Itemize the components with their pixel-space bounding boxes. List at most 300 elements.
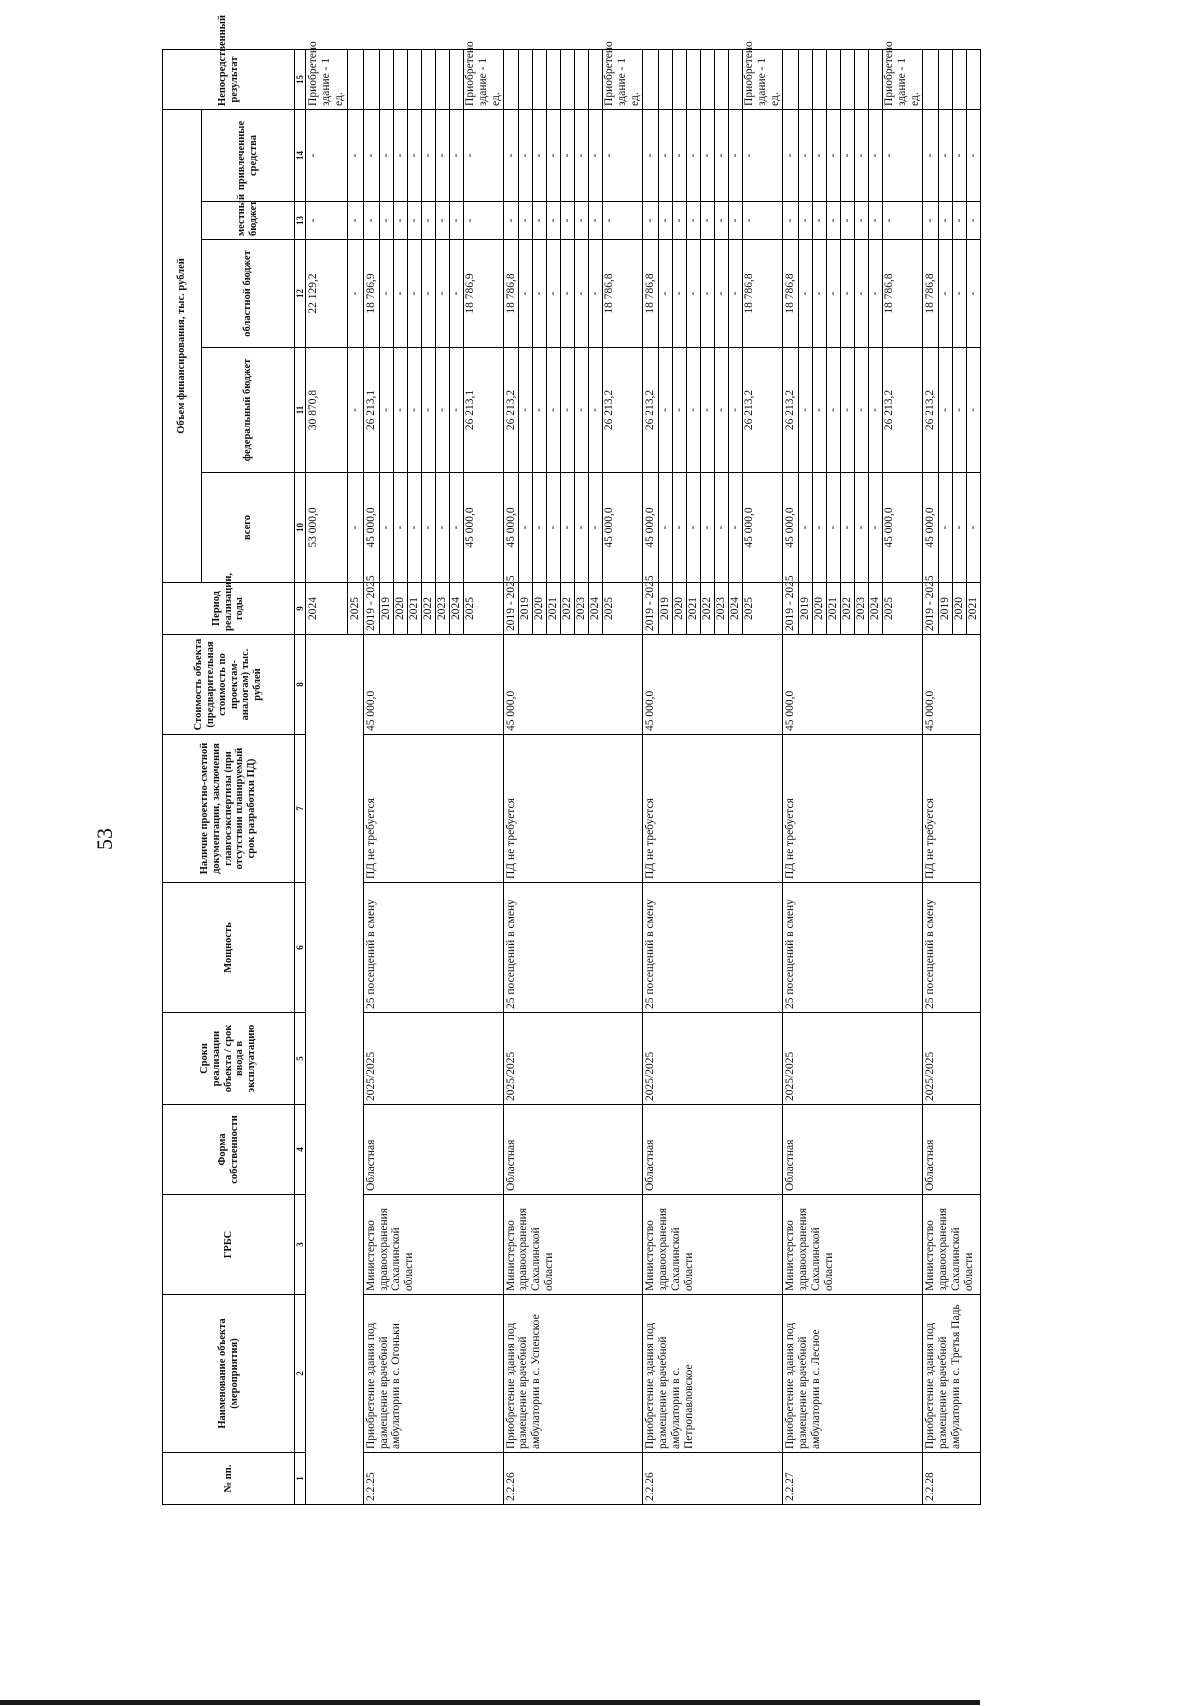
attracted-cell: - [939,109,953,201]
period-cell: 2019 - 2025 [923,583,939,635]
total-cell: - [347,473,363,583]
period-cell: 2025 [463,583,503,635]
federal-cell: - [687,348,701,473]
regional-cell: - [939,240,953,348]
result-cell [519,49,533,109]
header-cost: Стоимость объекта (предварительная стоимость по проектам-аналогам) тыс. рублей [163,635,295,735]
attracted-cell: - [503,109,519,201]
result-cell [347,49,363,109]
period-cell: 2024 [869,583,883,635]
header-finance-group: Объем финансирования, тыс. рублей [163,109,202,582]
local-cell: - [449,202,463,240]
regional-cell: 18 786,8 [883,240,923,348]
regional-cell: 18 786,8 [743,240,783,348]
object-name: Приобретение здания под размещение врачебной амбулатории в с. Огоньки [363,1295,503,1453]
regional-cell: - [519,240,533,348]
header-ownership: Форма собственности [163,1105,295,1195]
result-cell [687,49,701,109]
local-cell: - [827,202,841,240]
period-cell: 2020 [533,583,547,635]
object-ownership: Областная [503,1105,643,1195]
period-cell: 2021 [687,583,701,635]
result-cell: Приобретено здание - 1 ед. [743,49,783,109]
total-cell: 45 000,0 [643,473,659,583]
col-number: 10 [295,473,306,583]
result-cell [547,49,561,109]
total-cell: 53 000,0 [306,473,348,583]
period-cell: 2021 [827,583,841,635]
header-period: Период реализации, годы [163,583,295,635]
object-cost: 45 000,0 [923,635,981,735]
federal-cell: - [827,348,841,473]
object-number: 2.2.26 [503,1453,643,1505]
local-cell: - [923,202,939,240]
attracted-cell: - [533,109,547,201]
object-cost: 45 000,0 [503,635,643,735]
col-number: 1 [295,1453,306,1505]
federal-cell: - [533,348,547,473]
result-cell [589,49,603,109]
result-cell [503,49,519,109]
federal-cell: 26 213,2 [783,348,799,473]
header-total: всего [202,473,295,583]
result-cell [393,49,407,109]
local-cell: - [503,202,519,240]
total-cell: - [421,473,435,583]
object-ownership: Областная [363,1105,503,1195]
regional-cell: - [533,240,547,348]
federal-cell: - [967,348,981,473]
federal-cell: - [393,348,407,473]
col-number: 8 [295,635,306,735]
attracted-cell: - [883,109,923,201]
period-cell: 2019 - 2025 [783,583,799,635]
result-cell [827,49,841,109]
attracted-cell: - [799,109,813,201]
attracted-cell: - [519,109,533,201]
federal-cell: - [953,348,967,473]
object-number: 2.2.27 [783,1453,923,1505]
regional-cell: 22 129,2 [306,240,348,348]
column-number-row [295,49,306,1504]
attracted-cell: - [869,109,883,201]
attracted-cell: - [363,109,379,201]
period-cell: 2021 [407,583,421,635]
period-cell: 2025 [347,583,363,635]
result-cell [379,49,393,109]
attracted-cell: - [673,109,687,201]
federal-cell: - [799,348,813,473]
federal-cell: - [449,348,463,473]
table-body [306,41,981,1504]
header-name: Наименование объекта (мероприятия) [163,1295,295,1453]
object-ownership: Областная [643,1105,783,1195]
regional-cell: - [589,240,603,348]
object-psd: ПД не требуется [923,735,981,883]
result-cell [841,49,855,109]
period-cell: 2022 [561,583,575,635]
local-cell: - [813,202,827,240]
local-cell: - [883,202,923,240]
header-terms: Сроки реализации объекта / срок ввода в эксплуатацию [163,1013,295,1105]
result-cell [799,49,813,109]
local-cell: - [939,202,953,240]
local-cell: - [393,202,407,240]
object-grbs: Министерство здравоохранения Сахалинской области [643,1195,783,1295]
regional-cell: - [421,240,435,348]
result-cell [643,49,659,109]
financing-table [162,14,981,1505]
object-capacity: 25 посещений в смену [923,883,981,1013]
attracted-cell: - [729,109,743,201]
object-grbs: Министерство здравоохранения Сахалинской области [503,1195,643,1295]
federal-cell: - [407,348,421,473]
federal-cell: - [939,348,953,473]
regional-cell: 18 786,9 [463,240,503,348]
period-cell: 2023 [855,583,869,635]
federal-cell: - [701,348,715,473]
federal-cell: - [715,348,729,473]
header-local: местный бюджет [202,202,295,240]
regional-cell: - [435,240,449,348]
period-cell: 2024 [306,583,348,635]
local-cell: - [967,202,981,240]
period-cell: 2020 [673,583,687,635]
attracted-cell: - [561,109,575,201]
regional-cell: - [869,240,883,348]
col-number: 11 [295,348,306,473]
object-number: 2.2.28 [923,1453,981,1505]
result-cell [869,49,883,109]
period-cell: 2019 [379,583,393,635]
col-number: 4 [295,1105,306,1195]
period-cell: 2019 [799,583,813,635]
local-cell: - [561,202,575,240]
period-cell: 2023 [715,583,729,635]
period-cell: 2019 - 2025 [363,583,379,635]
federal-cell: - [841,348,855,473]
object-psd: ПД не требуется [643,735,783,883]
total-cell: - [813,473,827,583]
total-cell: - [939,473,953,583]
federal-cell: - [575,348,589,473]
local-cell: - [659,202,673,240]
total-cell: - [449,473,463,583]
regional-cell: 18 786,9 [363,240,379,348]
attracted-cell: - [449,109,463,201]
local-cell: - [687,202,701,240]
federal-cell: - [421,348,435,473]
col-number: 13 [295,202,306,240]
federal-cell: 26 213,2 [923,348,939,473]
period-cell: 2024 [449,583,463,635]
col-number: 2 [295,1295,306,1453]
local-cell: - [743,202,783,240]
period-cell: 2025 [603,583,643,635]
total-cell: - [561,473,575,583]
attracted-cell: - [589,109,603,201]
attracted-cell: - [855,109,869,201]
result-cell [855,49,869,109]
local-cell: - [643,202,659,240]
table-row [363,49,379,1504]
federal-cell: - [379,348,393,473]
header-psd: Наличие проектно-сметной документации, заключения главгосэкспертизы (при отсутствии планируемый срок разработки ПД) [163,735,295,883]
table-row [306,49,348,1504]
col-number: 5 [295,1013,306,1105]
local-cell: - [783,202,799,240]
attracted-cell: - [435,109,449,201]
local-cell: - [463,202,503,240]
regional-cell: - [659,240,673,348]
local-cell: - [379,202,393,240]
attracted-cell: - [813,109,827,201]
federal-cell: - [869,348,883,473]
object-cost: 45 000,0 [363,635,503,735]
total-cell: - [799,473,813,583]
total-cell: - [379,473,393,583]
local-cell: - [673,202,687,240]
local-cell: - [855,202,869,240]
regional-cell: 18 786,8 [503,240,519,348]
total-cell: - [953,473,967,583]
federal-cell: - [729,348,743,473]
period-cell: 2023 [435,583,449,635]
regional-cell: - [379,240,393,348]
attracted-cell: - [306,109,348,201]
object-ownership: Областная [783,1105,923,1195]
result-cell [421,49,435,109]
regional-cell: - [813,240,827,348]
local-cell: - [407,202,421,240]
header-attracted: привлеченные средства [202,109,295,201]
result-cell [701,49,715,109]
attracted-cell: - [827,109,841,201]
federal-cell: 30 870,8 [306,348,348,473]
total-cell: - [855,473,869,583]
attracted-cell: - [841,109,855,201]
federal-cell: 26 213,2 [503,348,519,473]
federal-cell: 26 213,1 [463,348,503,473]
col-number: 15 [295,49,306,109]
result-cell [953,49,967,109]
result-cell [967,49,981,109]
period-cell: 2019 [939,583,953,635]
total-cell: - [701,473,715,583]
col-number: 9 [295,583,306,635]
federal-cell: - [547,348,561,473]
period-cell: 2019 - 2025 [503,583,519,635]
result-cell [813,49,827,109]
total-cell: - [715,473,729,583]
result-cell [449,49,463,109]
attracted-cell: - [603,109,643,201]
col-number: 6 [295,883,306,1013]
object-terms: 2025/2025 [363,1013,503,1105]
period-cell: 2022 [421,583,435,635]
period-cell: 2021 [547,583,561,635]
total-cell: 45 000,0 [363,473,379,583]
object-number: 2.2.26 [643,1453,783,1505]
header-capacity: Мощность [163,883,295,1013]
header-regional: областной бюджет [202,240,295,348]
attracted-cell: - [547,109,561,201]
object-terms: 2025/2025 [643,1013,783,1105]
total-cell: - [519,473,533,583]
local-cell: - [589,202,603,240]
local-cell: - [347,202,363,240]
attracted-cell: - [923,109,939,201]
scan-edge-bar [0,1700,980,1705]
regional-cell: - [827,240,841,348]
federal-cell: - [659,348,673,473]
period-cell: 2020 [813,583,827,635]
result-cell [363,49,379,109]
period-cell: 2019 [659,583,673,635]
regional-cell: 18 786,8 [923,240,939,348]
local-cell: - [363,202,379,240]
result-cell [407,49,421,109]
regional-cell: 18 786,8 [603,240,643,348]
attracted-cell: - [743,109,783,201]
result-cell [715,49,729,109]
period-cell: 2022 [841,583,855,635]
total-cell: - [435,473,449,583]
attracted-cell: - [659,109,673,201]
total-cell: 45 000,0 [503,473,519,583]
regional-cell: - [673,240,687,348]
total-cell: - [407,473,421,583]
page-number: 53 [92,828,117,850]
period-cell: 2024 [729,583,743,635]
attracted-cell: - [463,109,503,201]
regional-cell: - [687,240,701,348]
attracted-cell: - [643,109,659,201]
header-num: № пп. [163,1453,295,1505]
header-federal: федеральный бюджет [202,348,295,473]
result-cell [729,49,743,109]
total-cell: 45 000,0 [743,473,783,583]
local-cell: - [841,202,855,240]
object-name: Приобретение здания под размещение врачебной амбулатории в с. Успенское [503,1295,643,1453]
object-name: Приобретение здания под размещение врачебной амбулатории в с. Третья Падь [923,1295,981,1453]
result-cell [575,49,589,109]
rotated-table-container [162,14,1200,1505]
header-result: Непосредственный результат [163,49,295,109]
col-number: 14 [295,109,306,201]
local-cell: - [715,202,729,240]
attracted-cell: - [575,109,589,201]
federal-cell: - [589,348,603,473]
period-cell: 2022 [701,583,715,635]
attracted-cell: - [967,109,981,201]
object-psd: ПД не требуется [783,735,923,883]
regional-cell: - [575,240,589,348]
continuation-blank [306,635,364,1505]
regional-cell: - [855,240,869,348]
federal-cell: 26 213,2 [883,348,923,473]
regional-cell: - [449,240,463,348]
object-capacity: 25 посещений в смену [503,883,643,1013]
local-cell: - [533,202,547,240]
result-cell: Приобретено здание - 1 ед. [883,49,923,109]
period-cell: 2025 [743,583,783,635]
period-cell: 2019 [519,583,533,635]
total-cell: - [687,473,701,583]
header-grbs: ГРБС [163,1195,295,1295]
total-cell: - [393,473,407,583]
total-cell: - [659,473,673,583]
total-cell: 45 000,0 [923,473,939,583]
object-number: 2.2.25 [363,1453,503,1505]
regional-cell: - [967,240,981,348]
local-cell: - [953,202,967,240]
object-name: Приобретение здания под размещение врачебной амбулатории в с. Петропавловское [643,1295,783,1453]
federal-cell: - [519,348,533,473]
local-cell: - [701,202,715,240]
result-cell [435,49,449,109]
object-name: Приобретение здания под размещение врачебной амбулатории в с. Лесное [783,1295,923,1453]
regional-cell: 18 786,8 [643,240,659,348]
object-cost: 45 000,0 [783,635,923,735]
local-cell: - [603,202,643,240]
regional-cell: - [393,240,407,348]
attracted-cell: - [421,109,435,201]
object-ownership: Областная [923,1105,981,1195]
object-capacity: 25 посещений в смену [643,883,783,1013]
total-cell: - [827,473,841,583]
period-cell: 2024 [589,583,603,635]
attracted-cell: - [953,109,967,201]
total-cell: - [841,473,855,583]
period-cell: 2019 - 2025 [643,583,659,635]
total-cell: - [547,473,561,583]
federal-cell: - [855,348,869,473]
local-cell: - [575,202,589,240]
result-cell [783,49,799,109]
federal-cell: - [673,348,687,473]
regional-cell: - [953,240,967,348]
object-psd: ПД не требуется [363,735,503,883]
local-cell: - [519,202,533,240]
object-grbs: Министерство здравоохранения Сахалинской области [783,1195,923,1295]
period-cell: 2020 [393,583,407,635]
regional-cell: - [561,240,575,348]
object-terms: 2025/2025 [923,1013,981,1105]
table-row [923,49,939,1504]
table-row [643,49,659,1504]
object-terms: 2025/2025 [503,1013,643,1105]
result-cell [561,49,575,109]
attracted-cell: - [347,109,363,201]
federal-cell: - [813,348,827,473]
result-cell [923,49,939,109]
local-cell: - [799,202,813,240]
object-psd: ПД не требуется [503,735,643,883]
total-cell: 45 000,0 [883,473,923,583]
result-cell [533,49,547,109]
table-row [503,49,519,1504]
federal-cell: 26 213,1 [363,348,379,473]
col-number: 7 [295,735,306,883]
attracted-cell: - [393,109,407,201]
total-cell: 45 000,0 [603,473,643,583]
local-cell: - [547,202,561,240]
object-grbs: Министерство здравоохранения Сахалинской области [363,1195,503,1295]
object-capacity: 25 посещений в смену [783,883,923,1013]
federal-cell: - [435,348,449,473]
regional-cell: - [547,240,561,348]
